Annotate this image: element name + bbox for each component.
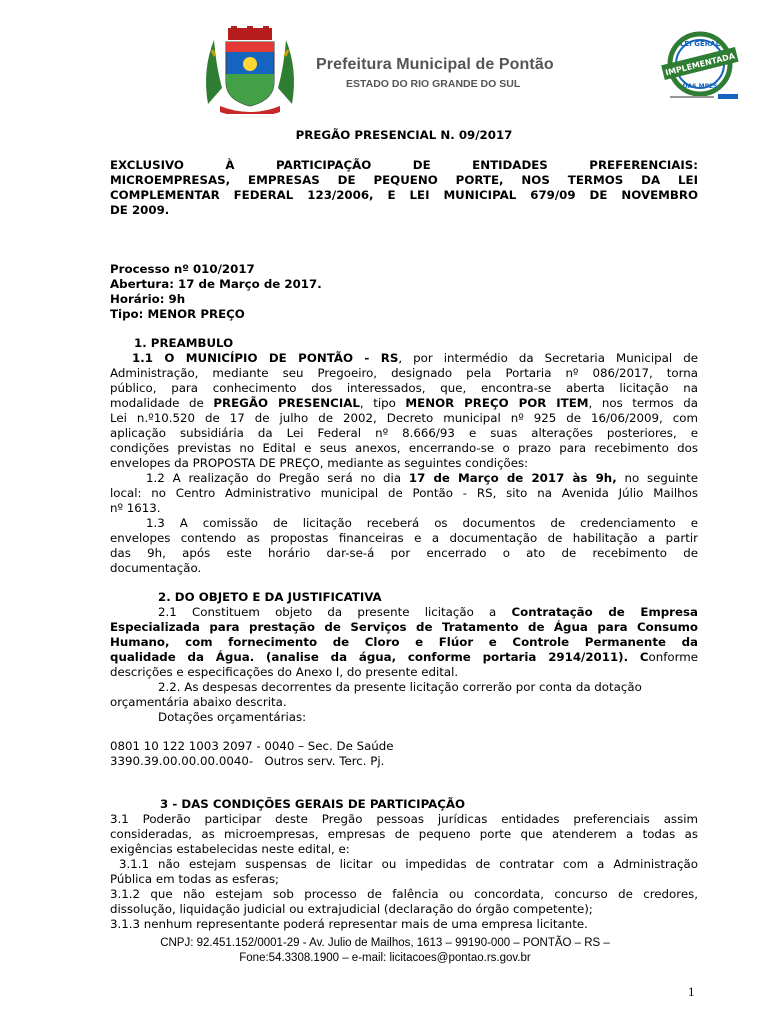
- abertura-line: Abertura: 17 de Março de 2017.: [110, 277, 322, 291]
- s1-p3-line-2: envelopes contendo as propostas financeiras e a documentação de habilitação a partir: [110, 531, 698, 545]
- menor-preco-bold: MENOR PREÇO POR ITEM: [405, 396, 589, 410]
- footer-line-2: Fone:54.3308.1900 – e-mail: licitacoes@pontao.rs.gov.br: [239, 952, 531, 964]
- text-span: onforme: [648, 650, 698, 664]
- org-subtitle: ESTADO DO RIO GRANDE DO SUL: [346, 78, 521, 90]
- s1-p3-line-4: documentação.: [110, 561, 202, 575]
- s1-p2-line-2: local: no Centro Administrativo municipal de Pontão - RS, sito na Avenida Júlio Mailhos: [110, 486, 698, 500]
- exclusive-line-3: COMPLEMENTAR FEDERAL 123/2006, E LEI MUNICIPAL 679/09 DE NOVEMBRO: [110, 188, 698, 202]
- text-span: 1.2 A realização do Pregão será no dia: [146, 471, 409, 485]
- s1-p1-line-5: Lei n.º10.520 de 17 de julho de 2002, Decreto municipal nº 925 de 16/06/2009, com: [110, 411, 698, 425]
- s2-p1-line-5: descrições e especificações do Anexo I, do presente edital.: [110, 665, 459, 679]
- seal-text-banner: IMPLEMENTADA: [664, 51, 736, 78]
- s3-p1-line-1: 3.1 Poderão participar deste Pregão pessoas jurídicas entidades preferenciais assim: [110, 812, 698, 826]
- processo-line: Processo nº 010/2017: [110, 262, 255, 276]
- text-span: 1.3 A comissão de licitação receberá os documentos de credenciamento e: [146, 516, 698, 530]
- text-span: , tipo: [359, 396, 406, 410]
- s3-p2-line-1: 3.1.1 não estejam suspensas de licitar ou impedidas de contratar com a Administração: [110, 857, 698, 871]
- org-title: Prefeitura Municipal de Pontão: [316, 56, 554, 73]
- s2-dotacao-2: 3390.39.00.00.00.0040- Outros serv. Terc. Pj.: [110, 754, 385, 768]
- s2-dotacao-1: 0801 10 122 1003 2097 - 0040 – Sec. De Saúde: [110, 739, 394, 753]
- s3-p3-line-2: dissolução, liquidação judicial ou extrajudicial (declaração do órgão competente);: [110, 902, 593, 916]
- text-bold: Contratação de Empresa: [511, 605, 698, 619]
- s2-p1-line-2: Especializada para prestação de Serviços de Tratamento de Água para Consumo: [110, 620, 698, 634]
- page-number: 1: [688, 984, 695, 999]
- s1-p1-line-2: Administração, mediante seu Pregoeiro, designado pela Portaria nº 086/2017, torna: [110, 366, 698, 380]
- s1-p1-line-1: [110, 351, 698, 366]
- section-1-heading: 1. PREAMBULO: [134, 336, 234, 350]
- seal-text-bottom: DAS MPES: [682, 83, 718, 90]
- s1-p3-line-3: das 9h, após este horário dar-se-á por encerrado o ato de recebimento de: [110, 546, 698, 560]
- lei-geral-seal-icon: [652, 30, 752, 104]
- s1-p1-line-7: condições previstas no Edital e seus anexos, encerrando-se o prazo para recebimento dos: [110, 441, 698, 455]
- text-span: 2.2. As despesas decorrentes da presente licitação correrão por conta da dotação: [158, 680, 642, 694]
- text-span: no seguinte: [616, 471, 699, 485]
- s1-p3-line-1: [110, 516, 698, 531]
- s3-p2-line-2: Pública em todas as esferas;: [110, 872, 279, 886]
- tipo-line: Tipo: MENOR PREÇO: [110, 307, 245, 321]
- s1-p1-line-8: envelopes da PROPOSTA DE PREÇO, mediante as seguintes condições:: [110, 456, 529, 470]
- s1-p1-line-3: público, para conhecimento dos interessados, que, encontra-se aberta licitação na: [110, 381, 698, 395]
- s3-p1-line-3: exigências estabelecidas neste edital, e:: [110, 842, 350, 856]
- text-span: modalidade de: [110, 396, 214, 410]
- horario-line: Horário: 9h: [110, 292, 186, 306]
- s3-p1-line-2: consideradas, as microempresas, empresas de pequeno porte que atenderem a todas as: [110, 827, 698, 841]
- s1-p1-lead: 1.1 O MUNICÍPIO DE PONTÃO - RS: [132, 351, 399, 365]
- exclusive-line-1: EXCLUSIVO À PARTICIPAÇÃO DE ENTIDADES PREFERENCIAIS:: [110, 158, 698, 172]
- s2-p1-line-3: Humano, com fornecimento de Cloro e Flúor e Controle Permanente da: [110, 635, 698, 649]
- s2-p1-line-4: [110, 650, 698, 665]
- text-span: 2.1 Constituem objeto da presente licitação a: [158, 605, 512, 619]
- exclusive-line-4: DE 2009.: [110, 203, 170, 217]
- date-bold: 17 de Março de 2017 às 9h,: [408, 471, 617, 485]
- municipal-crest-icon: [200, 26, 300, 114]
- s2-p2-line-1: [110, 680, 698, 695]
- document-title: PREGÃO PRESENCIAL N. 09/2017: [295, 128, 513, 142]
- seal-text-top: LEI GERAL: [679, 40, 721, 48]
- s1-p2-line-3: nº 1613.: [110, 501, 161, 515]
- footer-line-1: CNPJ: 92.451.152/0001-29 - Av. Julio de Mailhos, 1613 – 99190-000 – PONTÃO – RS –: [160, 937, 610, 949]
- text-span: , nos termos da: [588, 396, 698, 410]
- s2-p1-line-1: [110, 605, 698, 620]
- section-3-heading: 3 - DAS CONDIÇÕES GERAIS DE PARTICIPAÇÃO: [160, 797, 466, 811]
- pregao-presencial-bold: PREGÃO PRESENCIAL: [213, 396, 360, 410]
- s1-p1-rest: , por intermédio da Secretaria Municipal de: [398, 351, 698, 365]
- section-2-heading: 2. DO OBJETO E DA JUSTIFICATIVA: [158, 590, 382, 604]
- s3-p3-line-1: 3.1.2 que não estejam sob processo de falência ou concordata, concurso de credores,: [110, 887, 698, 901]
- s3-p4: 3.1.3 nenhum representante poderá representar mais de uma empresa licitante.: [110, 917, 588, 931]
- s2-p2-line-2: orçamentária abaixo descrita.: [110, 695, 287, 709]
- s1-p1-line-4: [110, 396, 698, 411]
- s1-p2-line-1: [110, 471, 698, 486]
- exclusive-line-2: MICROEMPRESAS, EMPRESAS DE PEQUENO PORTE, NOS TERMOS DA LEI: [110, 173, 698, 187]
- s1-p1-line-6: aplicação subsidiária da Lei Federal nº 8.666/93 e suas alterações posteriores, e: [110, 426, 698, 440]
- text-bold: qualidade da Água. (analise da água, conforme portaria 2914/2011). C: [110, 650, 649, 664]
- s2-dotacoes-label: Dotações orçamentárias:: [158, 710, 307, 724]
